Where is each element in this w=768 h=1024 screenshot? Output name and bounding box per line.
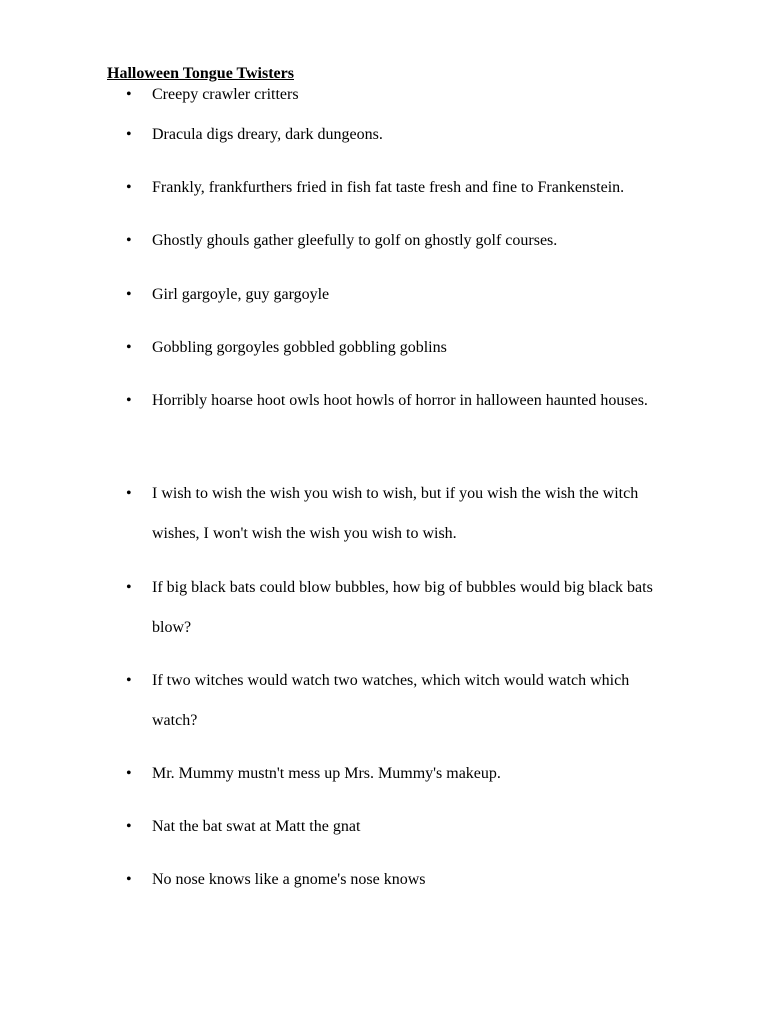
bullet-icon: • bbox=[126, 765, 132, 782]
document-title: Halloween Tongue Twisters bbox=[107, 65, 294, 82]
list-item-text: If two witches would watch two watches, which witch would watch which watch? bbox=[152, 672, 630, 729]
bullet-icon: • bbox=[126, 86, 132, 103]
list-item-text: Frankly, frankfurthers fried in fish fat taste fresh and fine to Frankenstein. bbox=[152, 179, 625, 197]
list-item-text: Mr. Mummy mustn't mess up Mrs. Mummy's makeup. bbox=[152, 765, 501, 783]
list-item-text: Gobbling gorgoyles gobbled gobbling goblins bbox=[152, 339, 447, 357]
list-item-text: If big black bats could blow bubbles, how big of bubbles would big black bats blow? bbox=[152, 579, 653, 636]
bullet-icon: • bbox=[126, 485, 132, 502]
bullet-icon: • bbox=[126, 286, 132, 303]
bullet-icon: • bbox=[126, 126, 132, 143]
bullet-icon: • bbox=[126, 232, 132, 249]
list-item-text: Girl gargoyle, guy gargoyle bbox=[152, 286, 330, 304]
list-item-text: Creepy crawler critters bbox=[152, 86, 299, 103]
list-item-text: I wish to wish the wish you wish to wish, but if you wish the wish the witch wishes, I won't wish the wish you wish to wish. bbox=[152, 485, 639, 542]
list-item-text: Nat the bat swat at Matt the gnat bbox=[152, 818, 361, 836]
bullet-icon: • bbox=[126, 339, 132, 356]
list-item-text: Horribly hoarse hoot owls hoot howls of horror in halloween haunted houses. bbox=[152, 392, 648, 410]
list-item-text: Dracula digs dreary, dark dungeons. bbox=[152, 126, 383, 144]
bullet-icon: • bbox=[126, 672, 132, 689]
bullet-icon: • bbox=[126, 579, 132, 596]
list-item-text: No nose knows like a gnome's nose knows bbox=[152, 871, 426, 889]
bullet-icon: • bbox=[126, 818, 132, 835]
bullet-icon: • bbox=[126, 179, 132, 196]
bullet-icon: • bbox=[126, 392, 132, 409]
bullet-icon: • bbox=[126, 871, 132, 888]
list-item-text: Ghostly ghouls gather gleefully to golf on ghostly golf courses. bbox=[152, 232, 558, 250]
